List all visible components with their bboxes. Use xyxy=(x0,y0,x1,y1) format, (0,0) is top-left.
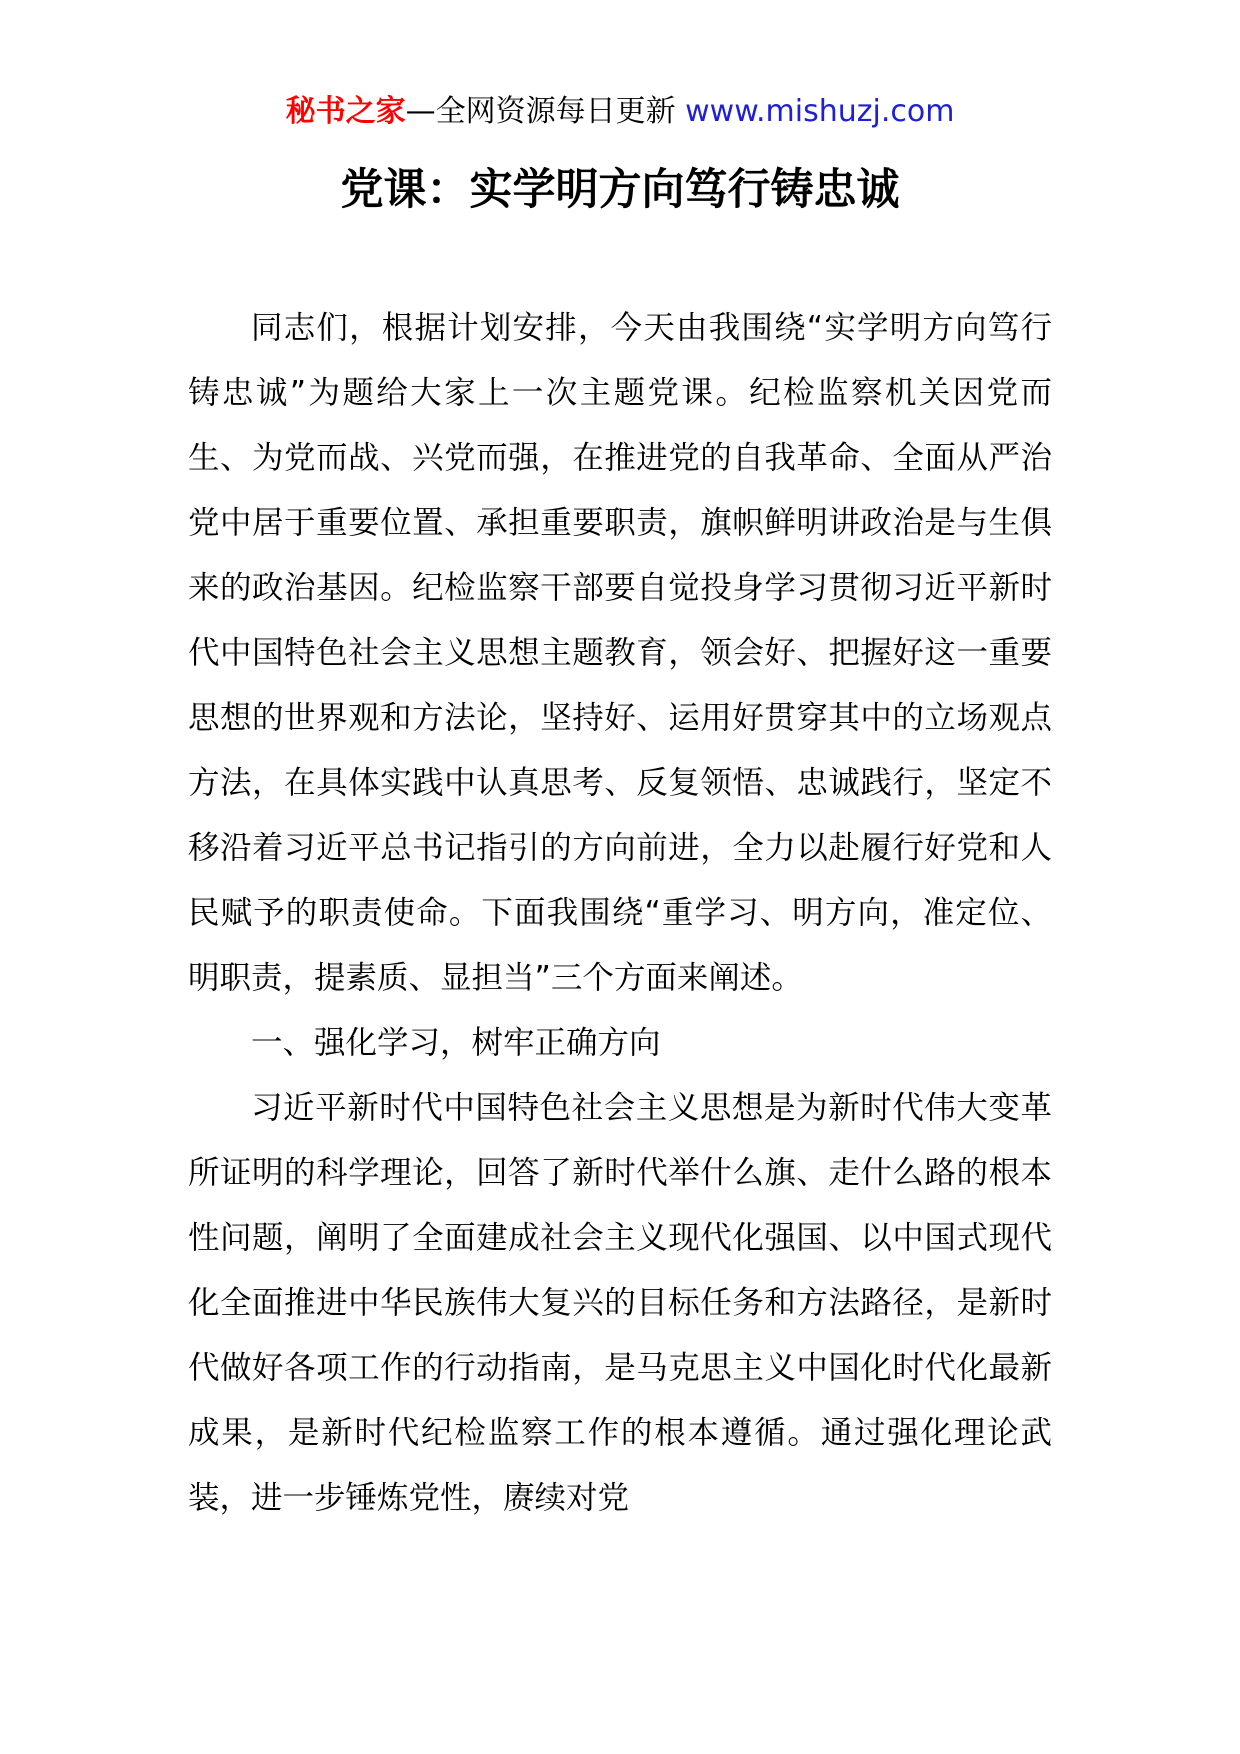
section-heading: 一、强化学习，树牢正确方向 xyxy=(251,1025,661,1061)
section-paragraph: 习近平新时代中国特色社会主义思想是为新时代伟大变革所证明的科学理论，回答了新时代举什么旗、走什么路的根本性问题，阐明了全面建成社会主义现代化强国、以中国式现代化全面推进中华民族伟大复兴的目标任务和方法路径，是新时代做好各项工作的行动指南，是马克思主义中国化时代化最新成果，是新时代纪检监察工作的根本遵循。通过强化理论武装，进一步锤炼党性，赓续对党 xyxy=(188,1090,1052,1516)
document-body xyxy=(188,296,1052,1531)
document-title: 党课：实学明方向笃行铸忠诚 xyxy=(340,165,900,215)
site-brand: 秘书之家 xyxy=(285,94,406,129)
site-url-link[interactable]: www.mishuzj.com xyxy=(685,94,955,129)
site-header xyxy=(0,92,1240,132)
site-tagline: —全网资源每日更新 xyxy=(405,94,676,129)
intro-paragraph: 同志们，根据计划安排，今天由我围绕“实学明方向笃行铸忠诚”为题给大家上一次主题党课。纪检监察机关因党而生、为党而战、兴党而强，在推进党的自我革命、全面从严治党中居于重要位置、承担重要职责，旗帜鲜明讲政治是与生俱来的政治基因。纪检监察干部要自觉投身学习贯彻习近平新时代中国特色社会主义思想主题教育，领会好、把握好这一重要思想的世界观和方法论，坚持好、运用好贯穿其中的立场观点方法，在具体实践中认真思考、反复领悟、忠诚践行，坚定不移沿着习近平总书记指引的方向前进，全力以赴履行好党和人民赋予的职责使命。下面我围绕“重学习、明方向，准定位、明职责，提素质、显担当”三个方面来阐述。 xyxy=(188,310,1052,996)
